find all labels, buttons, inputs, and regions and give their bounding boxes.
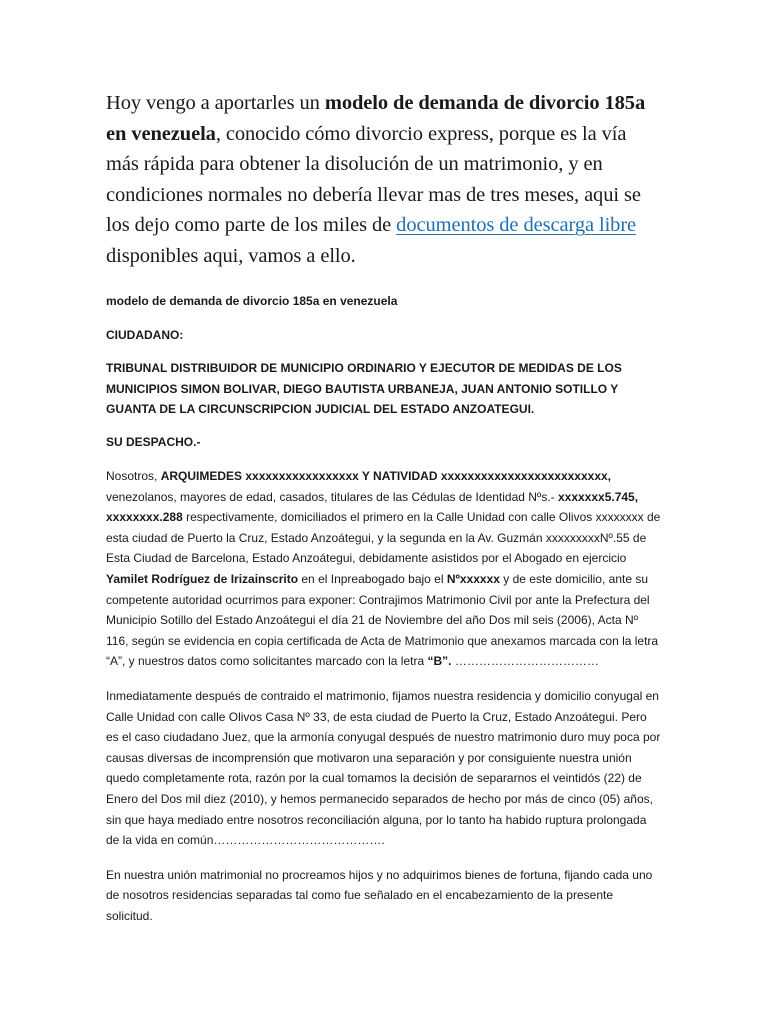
intro-bold-title: modelo de demanda de divorcio 185a en venezuela — [106, 92, 646, 145]
document-heading: modelo de demanda de divorcio 185a en venezuela — [106, 294, 398, 308]
petition-paragraph-3: En nuestra unión matrimonial no procreamos hijos y no adquirimos bienes de fortuna, fijando cada uno de nosotros residencias separadas tal como fue señalado en el encabezamiento de la presente solicitud. — [106, 867, 653, 923]
intro-text-1: Hoy vengo a aportarles un — [106, 92, 325, 114]
p1-bold-ids: xxxxxxx5.745, xxxxxxxx.288 — [106, 489, 639, 525]
download-documents-link[interactable]: documentos de descarga libre — [396, 214, 637, 236]
tribunal-addressee: TRIBUNAL DISTRIBUIDOR DE MUNICIPIO ORDINARIO Y EJECUTOR DE MEDIDAS DE LOS MUNICIPIOS SIMON BOLIVAR, DIEGO BAUTISTA URBANEJA, JUAN ANTONIO SOTILLO Y GUANTA DE LA CIRCUNSCRIPCION JUDICIAL DEL ESTADO ANZOATEGUI. — [106, 361, 622, 417]
intro-text-3: disponibles aqui, vamos a ello. — [106, 244, 356, 267]
p1-bold-number: Nºxxxxxx — [446, 572, 500, 587]
petition-paragraph-2: Inmediatamente después de contraido el matrimonio, fijamos nuestra residencia y domicilio conyugal en Calle Unidad con calle Olivos Casa Nº 33, de esta ciudad de Puerto la Cruz, Estado Anzoátegui. Pero es el caso ciudadano Juez, que la armonía conyugal después de nuestro matrimonio duro muy poca por causas diversas de incomprensión que motivaron una separación y por consiguiente nuestra unión quedo completamente rota, razón por la cual tomamos la decisión de separarnos el veintidós (22) de Enero del Dos mil diez (2010), y hemos permanecido separados de hecho por más de cinco (05) años, sin que haya mediado entre nosotros reconciliación alguna, por lo tanto ha habido ruptura prolongada de la vida en común……………………………………. — [106, 689, 661, 848]
p1-text-2: venezolanos, mayores de edad, casados, titulares de las Cédulas de Identidad Nºs.- — [106, 489, 558, 504]
p1-text-6: ……………………………… — [451, 654, 599, 669]
salutation: CIUDADANO: — [106, 327, 184, 342]
despacho-line: SU DESPACHO.- — [106, 435, 201, 450]
intro-text-2: , conocido cómo divorcio express, porque es la vía más rápida para obtener la disolución de un matrimonio, y en condiciones normales no debería llevar mas de tres meses, aqui se los dejo como parte de los miles de — [106, 122, 641, 236]
p1-bold-lawyer: Yamilet Rodríguez de Irizainscrito — [106, 572, 299, 587]
p1-text-3: respectivamente, domiciliados el primero en la Calle Unidad con calle Olivos xxxxxxxx de esta ciudad de Puerto la Cruz, Estado Anzoátegui, y la segunda en la Av. Guzmán xxxxxxxxxNº.55 de Esta Ciudad de Barcelona, Estado Anzoátegui, debidamente asistidos por el Abogado en ejercicio — [106, 510, 661, 566]
intro-paragraph — [106, 88, 662, 271]
p1-text-4: en el Inpreabogado bajo el — [298, 572, 447, 587]
p1-bold-names: ARQUIMEDES xxxxxxxxxxxxxxxxx Y NATIVIDAD xxxxxxxxxxxxxxxxxxxxxxxxx, — [160, 469, 612, 484]
p1-bold-letter: “B”. — [427, 654, 452, 669]
p1-text-1: Nosotros, — [106, 469, 161, 484]
document-body — [106, 291, 662, 927]
petition-paragraph-1 — [106, 466, 662, 672]
document-page — [106, 88, 662, 941]
p1-text-5: y de este domicilio, ante su competente autoridad ocurrimos para exponer: Contrajimos Matrimonio Civil por ante la Prefectura del Municipio Sotillo del Estado Anzoátegui el día 21 de Noviembre del año Dos mil seis (2006), Acta Nº 116, según se evidencia en copia certificada de Acta de Matrimonio que anexamos marcada con la letra “A”, y nuestros datos como solicitantes marcado con la letra — [106, 572, 659, 669]
